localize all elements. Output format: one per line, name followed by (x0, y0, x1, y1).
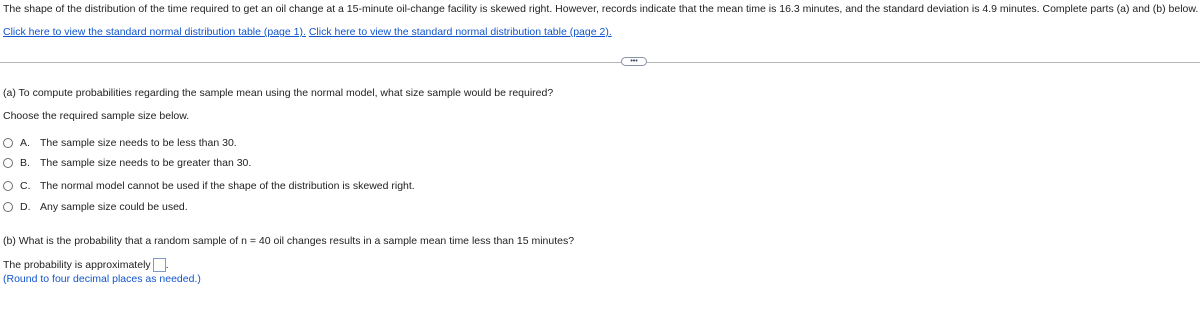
part-a-question: (a) To compute probabilities regarding the sample mean using the normal model, what size sample would be required? (3, 87, 554, 99)
normal-table-page1-link[interactable]: Click here to view the standard normal distribution table (page 1). (3, 26, 306, 38)
option-text: The sample size needs to be greater than 30. (40, 157, 252, 169)
radio-button-icon[interactable] (3, 158, 13, 168)
option-letter: A. (20, 137, 30, 149)
option-text: The sample size needs to be less than 30. (40, 137, 237, 149)
part-a-instruction: Choose the required sample size below. (3, 110, 190, 122)
part-b-question: (b) What is the probability that a random sample of n = 40 oil changes results in a sample mean time less than 15 minutes? (3, 235, 575, 247)
table-links (3, 25, 612, 39)
answer-suffix: . (165, 259, 169, 271)
option-d[interactable] (3, 200, 188, 214)
radio-button-icon[interactable] (3, 202, 13, 212)
option-letter: B. (20, 157, 30, 169)
answer-prefix: The probability is approximately (3, 259, 151, 271)
option-text: The normal model cannot be used if the shape of the distribution is skewed right. (40, 180, 415, 192)
rounding-note: (Round to four decimal places as needed.) (3, 273, 201, 285)
option-letter: D. (20, 201, 31, 213)
radio-button-icon[interactable] (3, 138, 13, 148)
option-letter: C. (20, 180, 31, 192)
probability-answer-input[interactable] (153, 258, 166, 272)
option-c[interactable] (3, 179, 415, 193)
ellipsis-icon: ••• (630, 58, 638, 65)
answer-line (3, 257, 169, 273)
expand-more-button[interactable] (621, 57, 647, 66)
normal-table-page2-link[interactable]: Click here to view the standard normal distribution table (page 2). (308, 26, 612, 38)
option-b[interactable] (3, 156, 251, 170)
radio-button-icon[interactable] (3, 181, 13, 191)
option-a[interactable] (3, 136, 237, 150)
section-divider (0, 62, 1200, 63)
problem-statement: The shape of the distribution of the time required to get an oil change at a 15-minute oil-change facility is skewed right. However, records indicate that the mean time is 16.3 minutes, and the standard deviation is 4.9 minutes. Complete parts (a) and (b) below. (3, 3, 1199, 15)
option-text: Any sample size could be used. (40, 201, 188, 213)
